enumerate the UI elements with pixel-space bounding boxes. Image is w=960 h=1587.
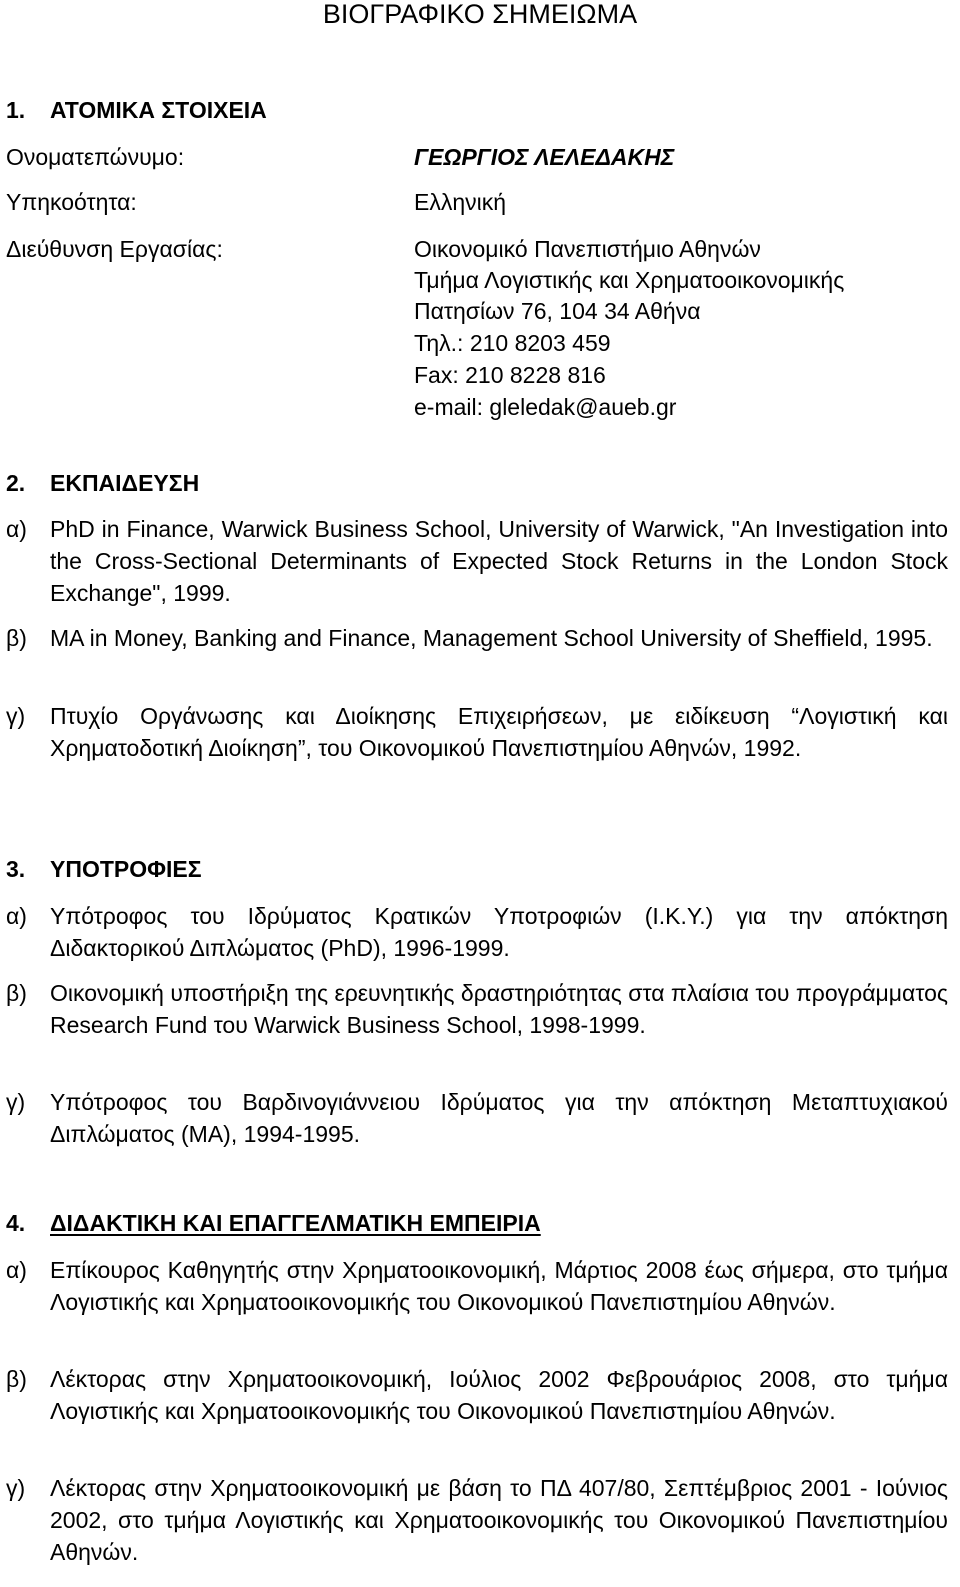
section-number: 4.	[6, 1210, 26, 1236]
section-title: ΔΙΔΑΚΤΙΚΗ ΚΑΙ ΕΠΑΓΓΕΛΜΑΤΙΚΗ ΕΜΠΕΙΡΙΑ	[50, 1210, 541, 1236]
item-text: Οικονομική υποστήριξη της ερευνητικής δραστηριότητας στα πλαίσια του προγράμματος Research Fund του Warwick Business School, 1998-1999.	[50, 980, 948, 1038]
item-marker: α)	[6, 903, 27, 929]
section-number: 1.	[6, 97, 26, 123]
section-title: ΑΤΟΜΙΚΑ ΣΤΟΙΧΕΙΑ	[50, 97, 267, 123]
section-heading-personal	[6, 95, 267, 125]
section-heading-education	[6, 468, 199, 498]
section-heading-scholarships	[6, 854, 202, 884]
item-text: MA in Money, Banking and Finance, Management School University of Sheffield, 1995.	[50, 625, 933, 651]
name-label: Ονοματεπώνυμο:	[6, 144, 185, 170]
item-marker: β)	[6, 980, 27, 1006]
experience-item	[6, 1472, 948, 1568]
section-number: 3.	[6, 856, 26, 882]
nationality-value: Ελληνική	[414, 189, 507, 215]
item-text: PhD in Finance, Warwick Business School, University of Warwick, "An Investigation into the Cross-Sectional Determinants of Expected Stock Returns in the London Stock Exchange", 1999.	[50, 516, 948, 606]
item-text: Λέκτορας στην Χρηματοοικονομική, Ιούλιος 2002 Φεβρουάριος 2008, στο τμήμα Λογιστικής και Χρηματοοικονομικής του Οικονομικού Πανεπιστημίου Αθηνών.	[50, 1366, 948, 1424]
item-text: Υπότροφος του Ιδρύματος Κρατικών Υποτροφιών (Ι.Κ.Υ.) για την απόκτηση Διδακτορικού Διπλώματος (PhD), 1996-1999.	[50, 903, 948, 961]
experience-item	[6, 1254, 948, 1318]
nationality-label: Υπηκοότητα:	[6, 189, 137, 215]
item-text: Επίκουρος Καθηγητής στην Χρηματοοικονομική, Μάρτιος 2008 έως σήμερα, στο τμήμα Λογιστικής και Χρηματοοικονομικής του Οικονομικού Πανεπιστημίου Αθηνών.	[50, 1257, 948, 1315]
item-marker: γ)	[6, 1089, 26, 1115]
item-text: Πτυχίο Οργάνωσης και Διοίκησης Επιχειρήσεων, με ειδίκευση “Λογιστική και Χρηματοδοτική Διοίκηση”, του Οικονομικού Πανεπιστημίου Αθηνών, 1992.	[50, 703, 948, 761]
item-marker: γ)	[6, 1475, 26, 1501]
scholarship-item	[6, 977, 948, 1041]
section-heading-experience	[6, 1208, 541, 1238]
item-marker: α)	[6, 516, 27, 542]
item-marker: γ)	[6, 703, 26, 729]
section-title: ΥΠΟΤΡΟΦΙΕΣ	[50, 856, 202, 882]
item-marker: α)	[6, 1257, 27, 1283]
education-item	[6, 622, 948, 654]
address-label: Διεύθυνση Εργασίας:	[6, 236, 223, 262]
education-item	[6, 700, 948, 764]
education-item	[6, 513, 948, 609]
item-marker: β)	[6, 1366, 27, 1392]
address-line-department: Τμήμα Λογιστικής και Χρηματοοικονομικής	[414, 267, 845, 293]
item-text: Λέκτορας στην Χρηματοοικονομική με βάση το ΠΔ 407/80, Σεπτέμβριος 2001 - Ιούνιος 2002, στο τμήμα Λογιστικής και Χρηματοοικονομικής του Οικονομικού Πανεπιστημίου Αθηνών.	[50, 1475, 948, 1565]
experience-item	[6, 1363, 948, 1427]
section-title: ΕΚΠΑΙΔΕΥΣΗ	[50, 470, 200, 496]
scholarship-item	[6, 1086, 948, 1150]
scholarship-item	[6, 900, 948, 964]
address-line-email: e-mail: gleledak@aueb.gr	[414, 394, 677, 420]
address-line-street: Πατησίων 76, 104 34 Αθήνα	[414, 298, 701, 324]
name-value: ΓΕΩΡΓΙΟΣ ΛΕΛΕΔΑΚΗΣ	[414, 144, 675, 170]
item-text: Υπότροφος του Βαρδινογιάννειου Ιδρύματος για την απόκτηση Μεταπτυχιακού Διπλώματος (ΜΑ), 1994-1995.	[50, 1089, 948, 1147]
address-line-fax: Fax: 210 8228 816	[414, 362, 606, 388]
section-number: 2.	[6, 470, 26, 496]
item-marker: β)	[6, 625, 27, 651]
address-line-university: Οικονομικό Πανεπιστήμιο Αθηνών	[414, 236, 761, 262]
address-line-phone: Τηλ.: 210 8203 459	[414, 330, 611, 356]
document-title: ΒΙΟΓΡΑΦΙΚΟ ΣΗΜΕΙΩΜΑ	[322, 0, 638, 29]
